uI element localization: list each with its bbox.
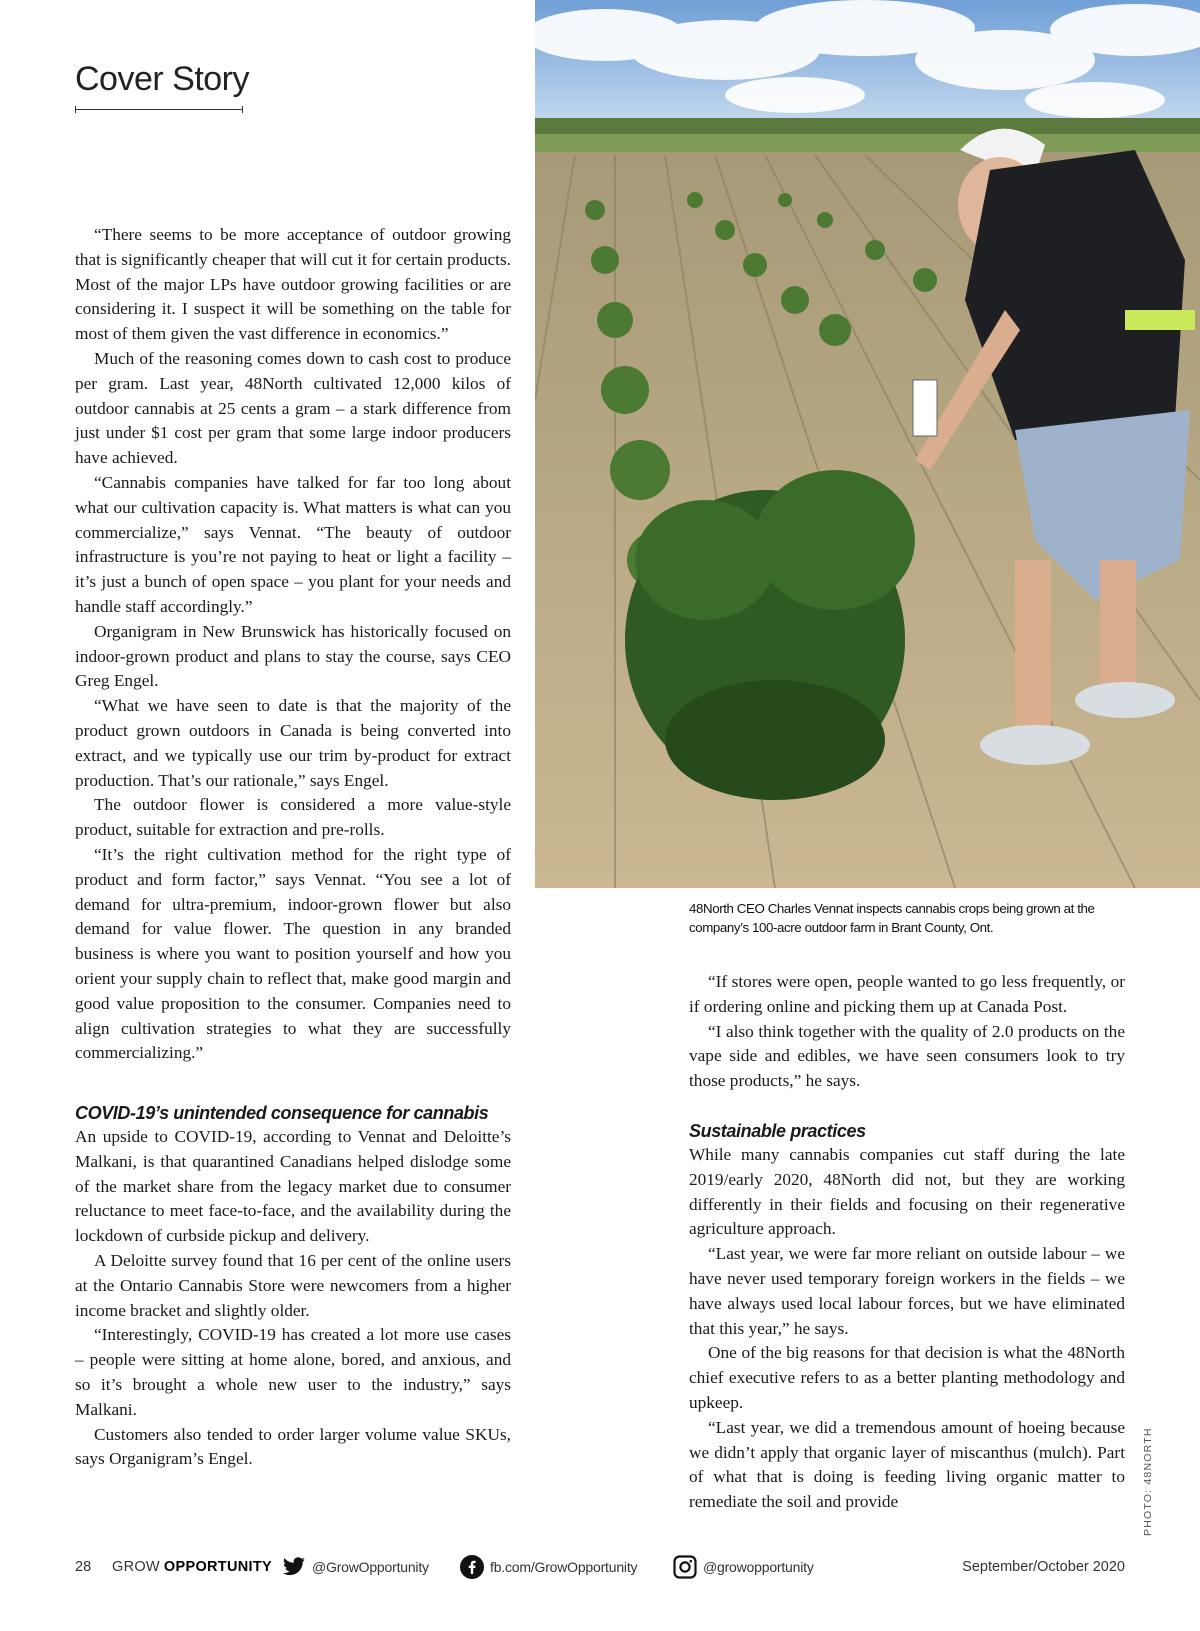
article-photo (535, 0, 1200, 888)
body-paragraph: Organigram in New Brunswick has historically focused on indoor-grown product and plans to stay the course, says CEO Greg Engel. (75, 621, 511, 691)
body-paragraph: “Cannabis companies have talked for far too long about what our cultivation capacity is. What matters is what can you commercialize,” says Vennat. “The beauty of outdoor infrastructure is you’re not paying to heat or light a facility – it’s just a bunch of open space – you plant for your needs and handle staff accordingly.” (75, 472, 511, 616)
far-field (535, 134, 1200, 154)
right-column (689, 970, 1125, 1515)
body-paragraph: An upside to COVID-19, according to Vennat and Deloitte’s Malkani, is that quarantined Canadians helped dislodge some of the market share from the legacy market due to consumer reluctance to meet face-to-face, and the availability during the lockdown of curbside pickup and delivery. (75, 1127, 511, 1246)
section-title-rule (75, 109, 243, 110)
facebook-url: fb.com/GrowOpportunity (490, 1559, 638, 1575)
facebook-link[interactable] (460, 1555, 637, 1579)
page-number: 28 (75, 1559, 92, 1575)
instagram-link[interactable] (673, 1555, 814, 1579)
body-paragraph: “Last year, we did a tremendous amount of hoeing because we didn’t apply that organic layer of miscanthus (mulch). Part of what that is doing is feeding living organic matter to remediate the soil and provide (689, 1417, 1125, 1512)
twitter-bird-icon (282, 1555, 306, 1579)
twitter-link[interactable] (282, 1555, 429, 1579)
body-paragraph: Customers also tended to order larger volume value SKUs, says Organigram’s Engel. (75, 1424, 511, 1469)
instagram-icon (673, 1555, 697, 1579)
body-paragraph: “Last year, we were far more reliant on outside labour – we have never used temporary foreign workers in the fields – we have always used local labour forces, but we have eliminated that this year,” he says. (689, 1244, 1125, 1338)
page-footer (75, 1555, 1125, 1581)
tree-line (535, 118, 1200, 136)
body-paragraph: One of the big reasons for that decision is what the 48North chief executive refers to as a better planting methodology and upkeep. (689, 1343, 1125, 1412)
body-paragraph: “What we have seen to date is that the majority of the product grown outdoors in Canada is being converted into extract, and we typically use our trim by-product for extract production. That’s our rationale,” says Engel. (75, 696, 511, 790)
section-title: Cover Story (75, 60, 249, 98)
subhead-sustainable: Sustainable practices (689, 1120, 866, 1141)
body-paragraph: “If stores were open, people wanted to go less frequently, or if ordering online and picking them up at Canada Post. (689, 972, 1125, 1016)
issue-date: September/October 2020 (962, 1559, 1125, 1575)
left-column (75, 223, 511, 1472)
body-paragraph: Much of the reasoning comes down to cash cost to produce per gram. Last year, 48North cultivated 12,000 kilos of outdoor cannabis at 25 cents a gram – a stark difference from just under $1 cost per gram that some large indoor producers have achieved. (75, 348, 511, 468)
body-paragraph: A Deloitte survey found that 16 per cent of the online users at the Ontario Cannabis Store were newcomers from a higher income bracket and slightly older. (75, 1251, 511, 1320)
subhead-covid: COVID-19’s unintended consequence for cannabis (75, 1103, 489, 1124)
photo-credit: PHOTO: 48NORTH (1142, 1427, 1154, 1536)
body-paragraph: While many cannabis companies cut staff during the late 2019/early 2020, 48North did not, but they are working differently in their fields and focusing on their regenerative agriculture approach. (689, 1144, 1125, 1239)
body-paragraph: “There seems to be more acceptance of outdoor growing that is significantly cheaper that will cut it for certain products. Most of the major LPs have outdoor growing facilities or are considering it. I suspect it will be something on the table for most of them given the vast difference in economics.” (75, 225, 511, 344)
brand-bold: OPPORTUNITY (163, 1559, 272, 1575)
brand-light: GROW (112, 1559, 160, 1575)
cannabis-plant-foreground (625, 470, 915, 800)
body-paragraph: “I also think together with the quality of 2.0 products on the vape side and edibles, we have seen consumers look to try those products,” he says. (689, 1021, 1125, 1091)
body-paragraph: “Interestingly, COVID-19 has created a lot more use cases – people were sitting at home alone, bored, and anxious, and so it’s brought a whole new user to the industry,” says Malkani. (75, 1325, 511, 1419)
instagram-handle: @growopportunity (703, 1559, 814, 1575)
body-paragraph: The outdoor flower is considered a more value-style product, suitable for extraction and pre-rolls. (75, 795, 511, 840)
magazine-brand (112, 1559, 272, 1575)
facebook-icon (460, 1555, 484, 1579)
body-paragraph: “It’s the right cultivation method for the right type of product and form factor,” says Vennat. “You see a lot of demand for ultra-premium, indoor-grown flower but also demand for value flower. The question in any branded business is where you want to position yourself and how you orient your supply chain to reflect that, make good margin and good value proposition to the consumer. Companies need to align cultivation strategies to what they are successfully commercializing.” (75, 844, 511, 1063)
photo-caption: 48North CEO Charles Vennat inspects cannabis crops being grown at the company’s 100-acre outdoor farm in Brant County, Ont. (689, 901, 1095, 935)
twitter-handle: @GrowOpportunity (312, 1559, 429, 1575)
